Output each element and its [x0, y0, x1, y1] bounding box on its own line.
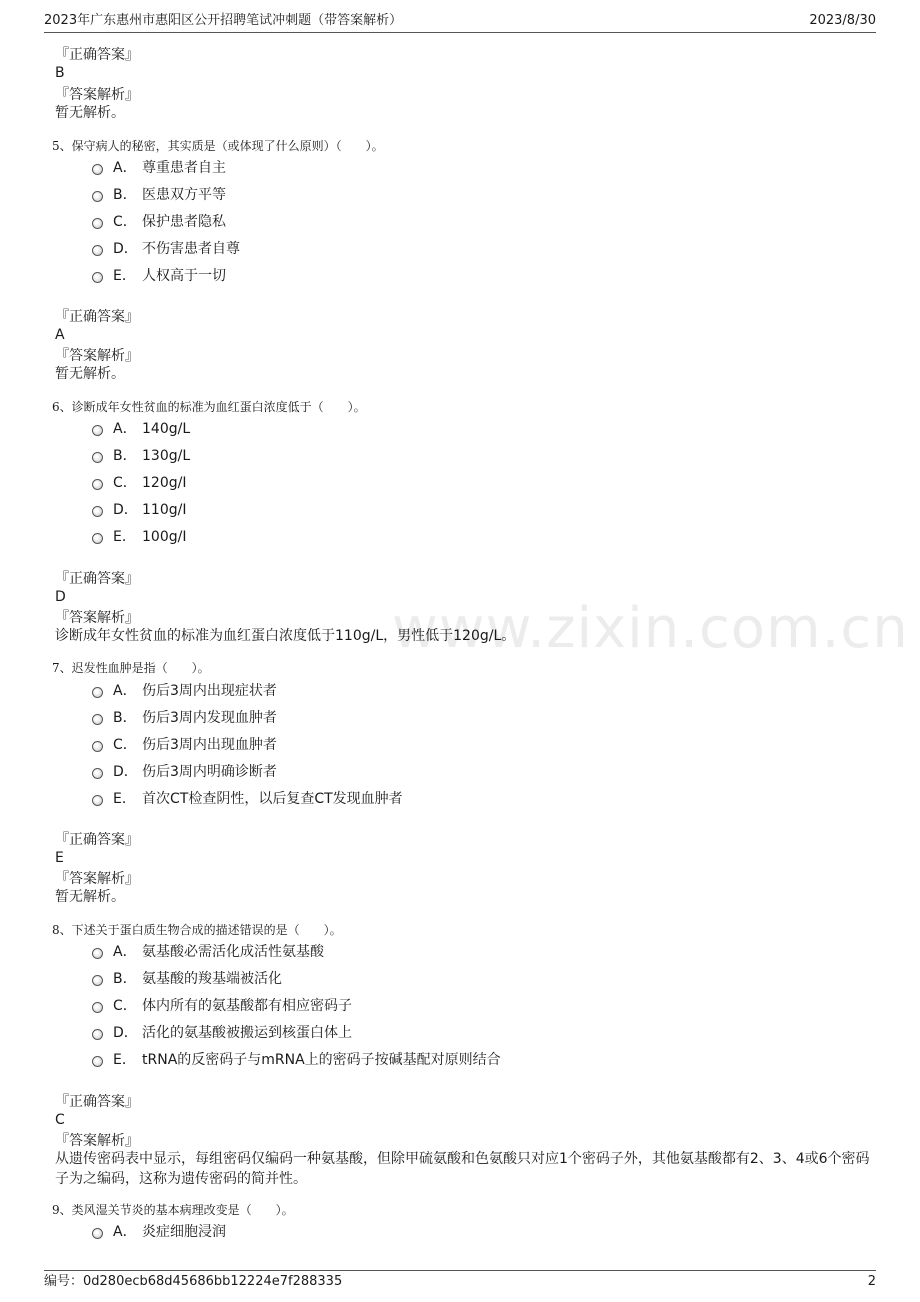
question-stem: 5、保守病人的秘密，其实质是（或体现了什么原则）（ ）。: [52, 139, 384, 153]
analysis-label: 『答案解析』: [55, 87, 139, 103]
analysis-text: 暂无解析。: [55, 105, 125, 121]
analysis-label: 『答案解析』: [55, 610, 139, 626]
radio-icon[interactable]: [92, 164, 103, 175]
radio-icon[interactable]: [92, 741, 103, 752]
answer-label: 『正确答案』: [55, 832, 139, 848]
answer-label: 『正确答案』: [55, 309, 139, 325]
radio-icon[interactable]: [92, 218, 103, 229]
radio-icon[interactable]: [92, 245, 103, 256]
analysis-label: 『答案解析』: [55, 1133, 139, 1149]
radio-icon[interactable]: [92, 795, 103, 806]
page-header: [44, 12, 876, 33]
answer-label: 『正确答案』: [55, 1094, 139, 1110]
question-stem: 7、迟发性血肿是指（ ）。: [52, 661, 210, 675]
radio-icon[interactable]: [92, 948, 103, 959]
answer-value: A: [55, 327, 65, 343]
answer-value: D: [55, 589, 66, 605]
radio-icon[interactable]: [92, 1029, 103, 1040]
question-stem: 8、下述关于蛋白质生物合成的描述错误的是（ ）。: [52, 923, 342, 937]
radio-icon[interactable]: [92, 479, 103, 490]
analysis-text: 暂无解析。: [55, 889, 125, 905]
radio-icon[interactable]: [92, 687, 103, 698]
answer-value: B: [55, 65, 65, 81]
analysis-label: 『答案解析』: [55, 871, 139, 887]
answer-value: E: [55, 850, 64, 866]
page-footer: [44, 1270, 876, 1291]
document-code: 编号：0d280ecb68d45686bb12224e7f288335: [44, 1274, 343, 1289]
radio-icon[interactable]: [92, 533, 103, 544]
radio-icon[interactable]: [92, 714, 103, 725]
question-stem: 6、诊断成年女性贫血的标准为血红蛋白浓度低于（ ）。: [52, 400, 366, 414]
page-number: 2: [867, 1274, 876, 1289]
analysis-text: 从遗传密码表中显示，每组密码仅编码一种氨基酸，但除甲硫氨酸和色氨酸只对应1个密码子外，其他氨基酸都有2、3、4或6个密码子为之编码，这称为遗传密码的简并性。: [55, 1151, 870, 1187]
analysis-text: 暂无解析。: [55, 366, 125, 382]
watermark: www.zixin.com.cn: [392, 596, 909, 661]
radio-icon[interactable]: [92, 425, 103, 436]
analysis-label: 『答案解析』: [55, 348, 139, 364]
radio-icon[interactable]: [92, 506, 103, 517]
document-title: 2023年广东惠州市惠阳区公开招聘笔试冲刺题（带答案解析）: [44, 13, 403, 28]
radio-icon[interactable]: [92, 1056, 103, 1067]
radio-icon[interactable]: [92, 1228, 103, 1239]
answer-label: 『正确答案』: [55, 571, 139, 587]
analysis-text: 诊断成年女性贫血的标准为血红蛋白浓度低于110g/L，男性低于120g/L。: [55, 628, 516, 644]
radio-icon[interactable]: [92, 1002, 103, 1013]
radio-icon[interactable]: [92, 191, 103, 202]
answer-label: 『正确答案』: [55, 47, 139, 63]
radio-icon[interactable]: [92, 452, 103, 463]
radio-icon[interactable]: [92, 975, 103, 986]
radio-icon[interactable]: [92, 768, 103, 779]
answer-value: C: [55, 1112, 65, 1128]
document-date: 2023/8/30: [809, 13, 876, 28]
question-stem: 9、类风湿关节炎的基本病理改变是（ ）。: [52, 1203, 294, 1217]
radio-icon[interactable]: [92, 272, 103, 283]
